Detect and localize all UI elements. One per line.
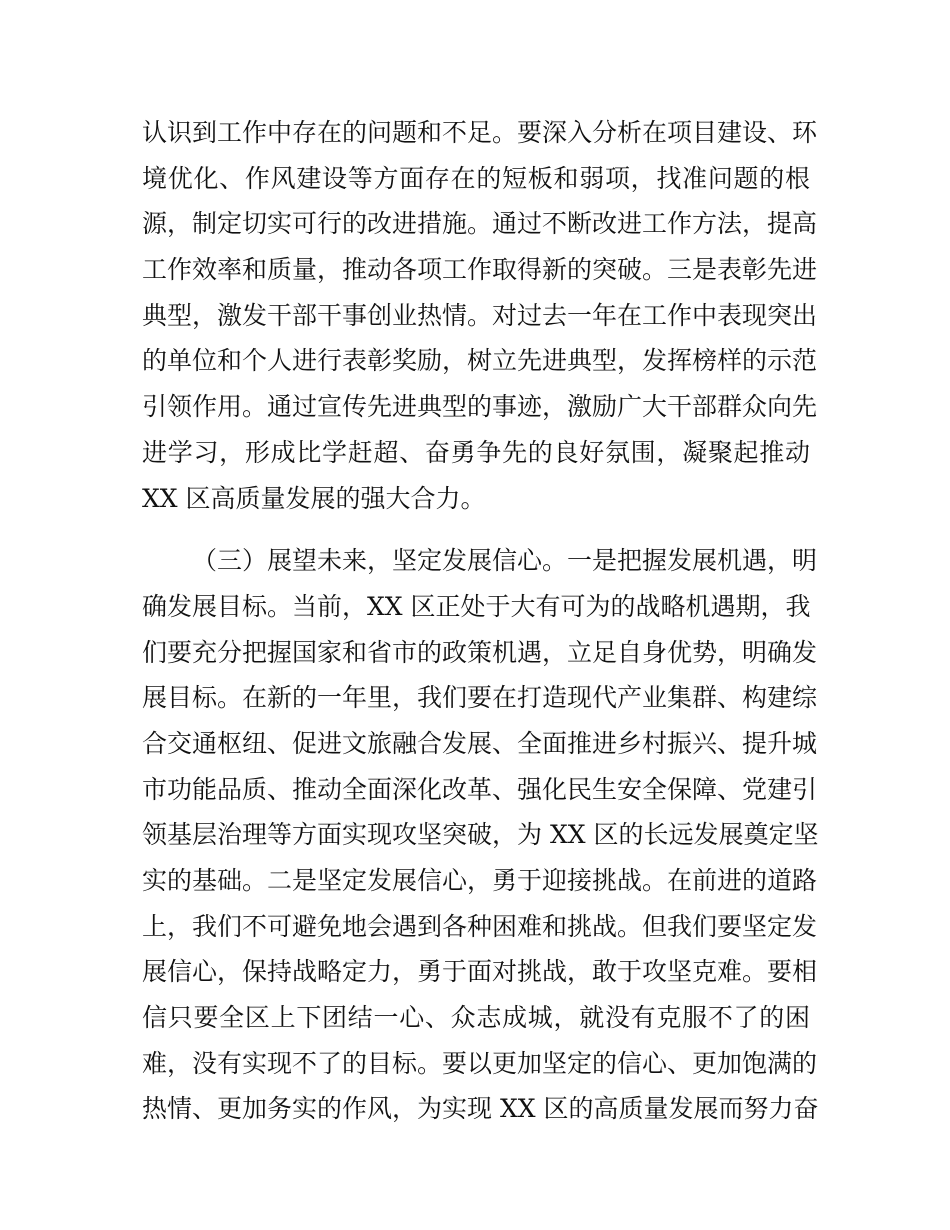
paragraph-2 <box>142 538 819 1132</box>
paragraph-line: 的单位和个人进行表彰奖励，树立先进典型，发挥榜样的示范 <box>142 346 818 376</box>
paragraph-line: XX 区高质量发展的强大合力。 <box>142 483 486 513</box>
paragraph-line: 认识到工作中存在的问题和不足。要深入分析在项目建设、环 <box>142 118 818 147</box>
paragraph-line: 实的基础。二是坚定发展信心，勇于迎接挑战。在前进的道路 <box>142 866 818 895</box>
document-body <box>142 110 819 1132</box>
paragraph-line: 进学习，形成比学赶超、奋勇争先的良好氛围，凝聚起推动 <box>142 437 810 467</box>
paragraph-line: 典型，激发干部干事创业热情。对过去一年在工作中表现突出 <box>142 300 818 330</box>
paragraph-line: 领基层治理等方面实现攻坚突破，为 XX 区的长远发展奠定坚 <box>142 820 819 850</box>
paragraph-line: 展目标。在新的一年里，我们要在打造现代产业集群、构建综 <box>142 683 818 713</box>
paragraph-line: 引领作用。通过宣传先进典型的事迹，激励广大干部群众向先 <box>142 392 818 422</box>
paragraph-line: 热情、更加务实的作风，为实现 XX 区的高质量发展而努力奋 <box>142 1094 819 1124</box>
paragraph-1 <box>142 110 818 521</box>
paragraph-line: 上，我们不可避免地会遇到各种困难和挑战。但我们要坚定发 <box>142 911 818 941</box>
paragraph-spacer <box>142 521 810 538</box>
paragraph-line: 确发展目标。当前，XX 区正处于大有可为的战略机遇期，我 <box>142 591 811 621</box>
paragraph-line: （三）展望未来，坚定发展信心。一是把握发展机遇，明 <box>192 546 818 576</box>
paragraph-line: 难，没有实现不了的目标。要以更加坚定的信心、更加饱满的 <box>142 1048 818 1078</box>
paragraph-line: 市功能品质、推动全面深化改革、强化民生安全保障、党建引 <box>142 774 818 804</box>
paragraph-line: 信只要全区上下团结一心、众志成城，就没有克服不了的困 <box>142 1003 810 1033</box>
paragraph-line: 工作效率和质量，推动各项工作取得新的突破。三是表彰先进 <box>142 255 818 285</box>
paragraph-line: 合交通枢纽、促进文旅融合发展、全面推进乡村振兴、提升城 <box>142 728 818 758</box>
paragraph-line: 展信心，保持战略定力，勇于面对挑战，敢于攻坚克难。要相 <box>142 957 818 987</box>
paragraph-line: 境优化、作风建设等方面存在的短板和弱项，找准问题的根 <box>142 163 810 193</box>
paragraph-line: 们要充分把握国家和省市的政策机遇，立足自身优势，明确发 <box>142 637 818 667</box>
paragraph-line: 源，制定切实可行的改进措施。通过不断改进工作方法，提高 <box>142 209 818 239</box>
